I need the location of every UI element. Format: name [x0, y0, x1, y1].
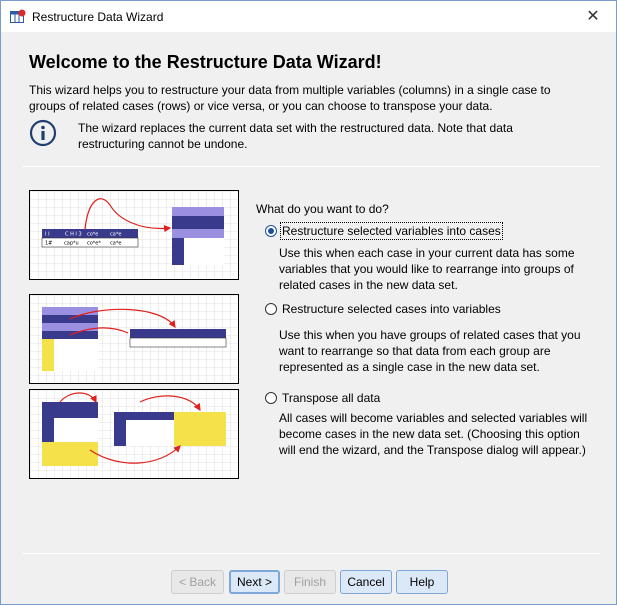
description-transpose: All cases will become variables and selected variables will become cases in the new data set. (Choosing this option will end the wizard, and the Transpose dialog will appear.)	[279, 411, 588, 457]
help-button[interactable]: Help	[396, 570, 448, 594]
radio-label-variables-to-cases[interactable]: Restructure selected variables into cases	[282, 224, 501, 238]
bottom-divider	[22, 553, 600, 554]
app-icon	[10, 9, 26, 24]
radio-label-transpose[interactable]: Transpose all data	[282, 391, 381, 405]
cell-label: I I	[45, 231, 50, 238]
wizard-content	[2, 32, 615, 604]
cell-label: C H I 3	[65, 231, 82, 238]
illustration-variables-to-cases	[29, 190, 239, 280]
radio-label-cases-to-variables[interactable]: Restructure selected cases into variables	[282, 302, 501, 316]
finish-button[interactable]: Finish	[284, 570, 336, 594]
cell-label: 1#	[45, 240, 53, 247]
description-cases-to-variables: Use this when you have groups of related cases that you want to rearrange so that data from each group are represented as a single case in the new data set.	[279, 328, 581, 374]
description-variables-to-cases: Use this when each case in your current data has some variables that you would like to rearrange into groups of related cases in the new data set.	[279, 246, 575, 292]
window-title: Restructure Data Wizard	[32, 10, 164, 24]
next-button[interactable]: Next >	[229, 570, 280, 594]
cancel-button[interactable]: Cancel	[340, 570, 392, 594]
page-title: Welcome to the Restructure Data Wizard!	[29, 52, 382, 72]
info-text: The wizard replaces the current data set with the restructured data. Note that data restructuring cannot be undone.	[78, 121, 513, 151]
intro-text: This wizard helps you to restructure your data from multiple variables (columns) in a single case to groups of related cases (rows) or vice versa, or you can choose to transpose your data.	[29, 83, 551, 113]
illustration-cases-to-variables	[29, 294, 239, 384]
title-bar[interactable]	[1, 1, 616, 32]
close-icon[interactable]: ✕	[586, 8, 600, 25]
cell-label: cap*u	[64, 240, 79, 247]
cell-label: co*e*	[87, 240, 101, 247]
top-divider	[22, 166, 600, 167]
back-button[interactable]: < Back	[171, 570, 224, 594]
info-icon	[29, 119, 57, 147]
radio-variables-to-cases[interactable]	[265, 225, 277, 237]
cell-label: co*e	[87, 231, 99, 238]
cell-label: ca*e	[110, 240, 122, 247]
radio-transpose[interactable]	[265, 392, 277, 404]
radio-cases-to-variables[interactable]	[265, 303, 277, 315]
illustration-transpose	[29, 389, 239, 479]
question-label: What do you want to do?	[256, 202, 389, 216]
cell-label: ca*e	[110, 231, 122, 238]
